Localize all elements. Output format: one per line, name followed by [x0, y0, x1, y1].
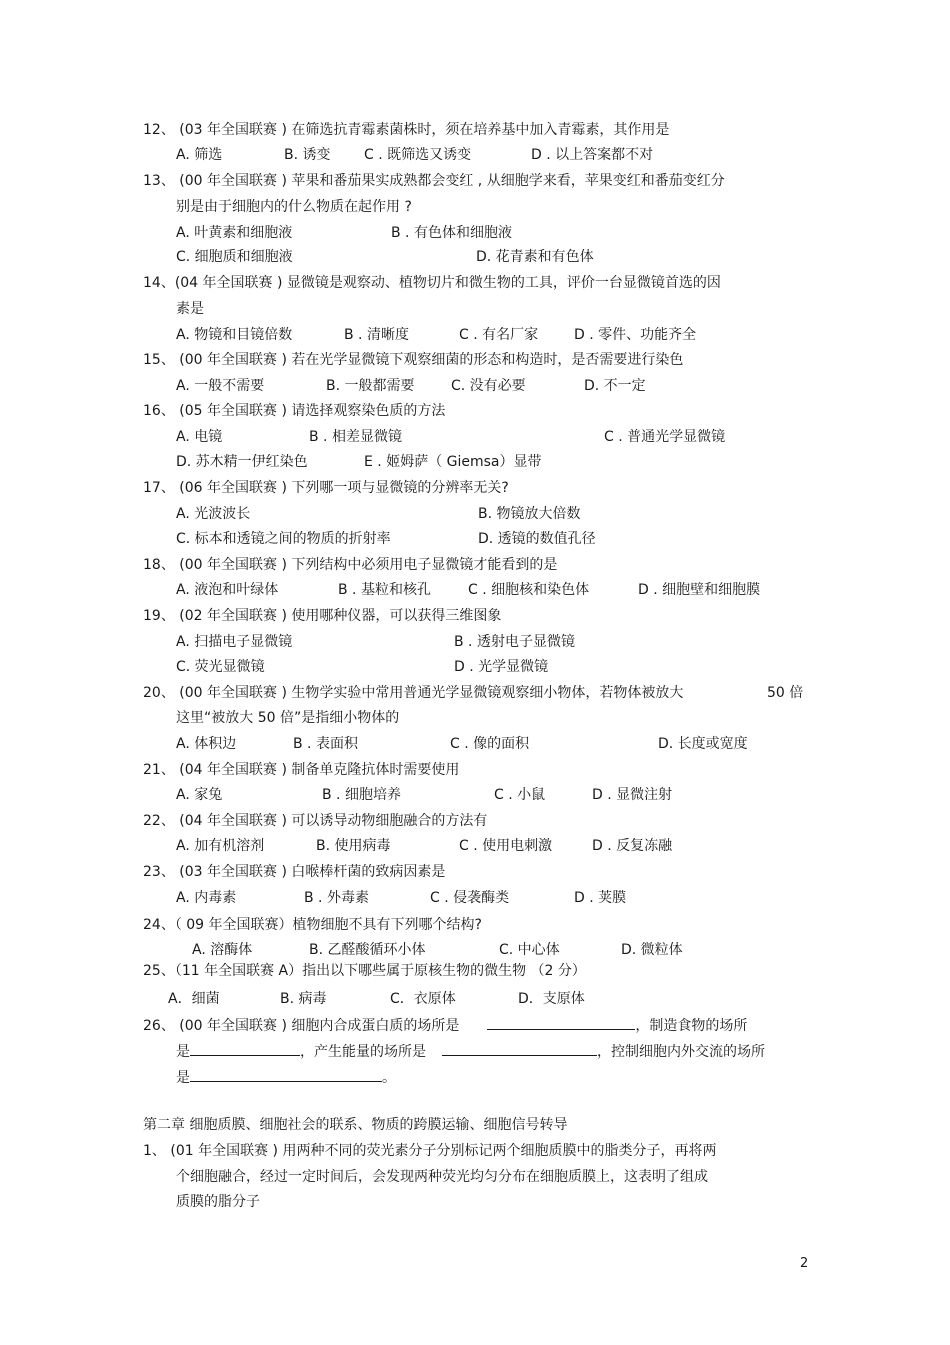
- option: C. 细胞质和细胞液: [176, 249, 293, 265]
- question-14: 14、(04 年全国联赛 ) 显微镜是观察动、植物切片和微生物的工具，评价一台显微镜首选的因: [143, 275, 721, 291]
- option: A. 家兔: [176, 787, 223, 803]
- question-15: 15、 (00 年全国联赛 ) 若在光学显微镜下观察细菌的形态和构造时，是否需要进行染色: [143, 352, 684, 368]
- option: B . 外毒素: [304, 890, 369, 906]
- question-20-continued: 这里“被放大 50 倍”是指细小物体的: [176, 710, 400, 726]
- option: A. 溶酶体: [192, 942, 253, 958]
- question-24: 24、（ 09 年全国联赛）植物细胞不具有下列哪个结构?: [143, 917, 482, 933]
- option: A. 加有机溶剂: [176, 838, 265, 854]
- option: B. 使用病毒: [316, 838, 391, 854]
- question-19: 19、 (02 年全国联赛 ) 使用哪种仪器，可以获得三维图象: [143, 608, 502, 624]
- option: B. 物镜放大倍数: [478, 506, 581, 522]
- question-26-line-2: [176, 1041, 765, 1061]
- option: B . 基粒和核孔: [338, 582, 431, 598]
- option: C . 细胞核和染色体: [468, 582, 590, 598]
- answer-blank: [442, 1041, 597, 1056]
- option: A. 光波波长: [176, 506, 251, 522]
- chapter-2-question-1: 1、 (01 年全国联赛 ) 用两种不同的荧光素分子分别标记两个细胞质膜中的脂类分子，再将两: [143, 1143, 717, 1159]
- option: B . 有色体和细胞液: [391, 225, 512, 241]
- q26-text: ，产生能量的场所是: [300, 1044, 426, 1060]
- q26-text: 26、 (00 年全国联赛 ) 细胞内合成蛋白质的场所是: [143, 1018, 460, 1034]
- question-26-line-3: [176, 1067, 396, 1087]
- question-13-continued: 别是由于细胞内的什么物质在起作用 ?: [176, 199, 412, 215]
- option: D . 显微注射: [592, 787, 673, 803]
- option: A. 扫描电子显微镜: [176, 634, 293, 650]
- option: C. 中心体: [499, 942, 560, 958]
- option: C. 没有必要: [451, 378, 526, 394]
- option: D . 零件、功能齐全: [574, 327, 697, 343]
- option: D . 以上答案都不对: [531, 147, 654, 163]
- question-13: 13、 (00 年全国联赛 ) 苹果和番茄果实成熟都会变红 , 从细胞学来看，苹果变红和番茄变红分: [143, 173, 725, 189]
- answer-blank: [190, 1067, 382, 1082]
- option: B . 相差显微镜: [309, 429, 402, 445]
- option: D．支原体: [518, 991, 585, 1007]
- option: C . 像的面积: [450, 736, 530, 752]
- option: D . 荚膜: [574, 890, 627, 906]
- question-18: 18、 (00 年全国联赛 ) 下列结构中必须用电子显微镜才能看到的是: [143, 557, 558, 573]
- option: C．衣原体: [390, 991, 456, 1007]
- option: D. 微粒体: [621, 942, 683, 958]
- option: A. 体积边: [176, 736, 237, 752]
- q26-text: ，控制细胞内外交流的场所: [597, 1044, 765, 1060]
- q26-text: 是: [176, 1070, 190, 1086]
- option: C. 荧光显微镜: [176, 659, 265, 675]
- option: C . 有名厂家: [459, 327, 539, 343]
- option: B . 细胞培养: [322, 787, 401, 803]
- option: C . 小鼠: [494, 787, 546, 803]
- option: E . 姬姆萨（ Giemsa）显带: [364, 454, 542, 470]
- option: B . 清晰度: [344, 327, 409, 343]
- option: C . 普通光学显微镜: [604, 429, 726, 445]
- option: B . 表面积: [293, 736, 358, 752]
- answer-blank: [190, 1041, 300, 1056]
- option: A. 一般不需要: [176, 378, 265, 394]
- chapter-2-question-1-cont: 质膜的脂分子: [176, 1194, 260, 1210]
- question-26-line-1: [143, 1015, 747, 1035]
- question-16: 16、 (05 年全国联赛 ) 请选择观察染色质的方法: [143, 403, 446, 419]
- option: D. 长度或宽度: [658, 736, 748, 752]
- option: C . 既筛选又诱变: [364, 147, 472, 163]
- option: B . 透射电子显微镜: [454, 634, 575, 650]
- option: D . 反复冻融: [592, 838, 673, 854]
- question-12: 12、 (03 年全国联赛 ) 在筛选抗青霉素菌株时，须在培养基中加入青霉素，其作用是: [143, 122, 670, 138]
- q26-text: ，制造食物的场所: [635, 1018, 748, 1034]
- option: D . 光学显微镜: [454, 659, 549, 675]
- option: B. 乙醛酸循环小体: [309, 942, 426, 958]
- option: A. 内毒素: [176, 890, 237, 906]
- option: A. 电镜: [176, 429, 223, 445]
- question-17: 17、 (06 年全国联赛 ) 下列哪一项与显微镜的分辨率无关?: [143, 480, 509, 496]
- option: A. 物镜和目镜倍数: [176, 327, 293, 343]
- chapter-2-question-1-cont: 个细胞融合，经过一定时间后，会发现两种荧光均匀分布在细胞质膜上，这表明了组成: [176, 1169, 708, 1185]
- option: A. 叶黄素和细胞液: [176, 225, 293, 241]
- question-20-tail: 50 倍: [767, 685, 804, 701]
- option: D. 不一定: [584, 378, 646, 394]
- question-21: 21、 (04 年全国联赛 ) 制备单克隆抗体时需要使用: [143, 762, 460, 778]
- option: C . 使用电刺激: [459, 838, 553, 854]
- option: B. 病毒: [280, 991, 327, 1007]
- option: C. 标本和透镜之间的物质的折射率: [176, 531, 391, 547]
- answer-blank: [487, 1015, 635, 1030]
- q26-text: 。: [382, 1070, 396, 1086]
- chapter-2-title: 第二章 细胞质膜、细胞社会的联系、物质的跨膜运输、细胞信号转导: [143, 1117, 568, 1133]
- option: B. 一般都需要: [326, 378, 415, 394]
- option: D. 苏木精一伊红染色: [176, 454, 308, 470]
- question-14-continued: 素是: [176, 301, 204, 317]
- option: A. 筛选: [176, 147, 223, 163]
- option: D . 细胞壁和细胞膜: [638, 582, 761, 598]
- question-23: 23、 (03 年全国联赛 ) 白喉棒杆菌的致病因素是: [143, 864, 446, 880]
- option: B. 诱变: [284, 147, 331, 163]
- question-25: 25、（11 年全国联赛 A）指出以下哪些属于原核生物的微生物 （2 分）: [143, 963, 586, 979]
- option: D. 花青素和有色体: [476, 249, 594, 265]
- page-number: 2: [800, 1256, 809, 1271]
- question-22: 22、 (04 年全国联赛 ) 可以诱导动物细胞融合的方法有: [143, 813, 488, 829]
- question-20: 20、 (00 年全国联赛 ) 生物学实验中常用普通光学显微镜观察细小物体，若物体被放大: [143, 685, 684, 701]
- q26-text: 是: [176, 1044, 190, 1060]
- option: A. 液泡和叶绿体: [176, 582, 279, 598]
- option: A．细菌: [168, 991, 220, 1007]
- option: C . 侵袭酶类: [430, 890, 510, 906]
- option: D. 透镜的数值孔径: [478, 531, 596, 547]
